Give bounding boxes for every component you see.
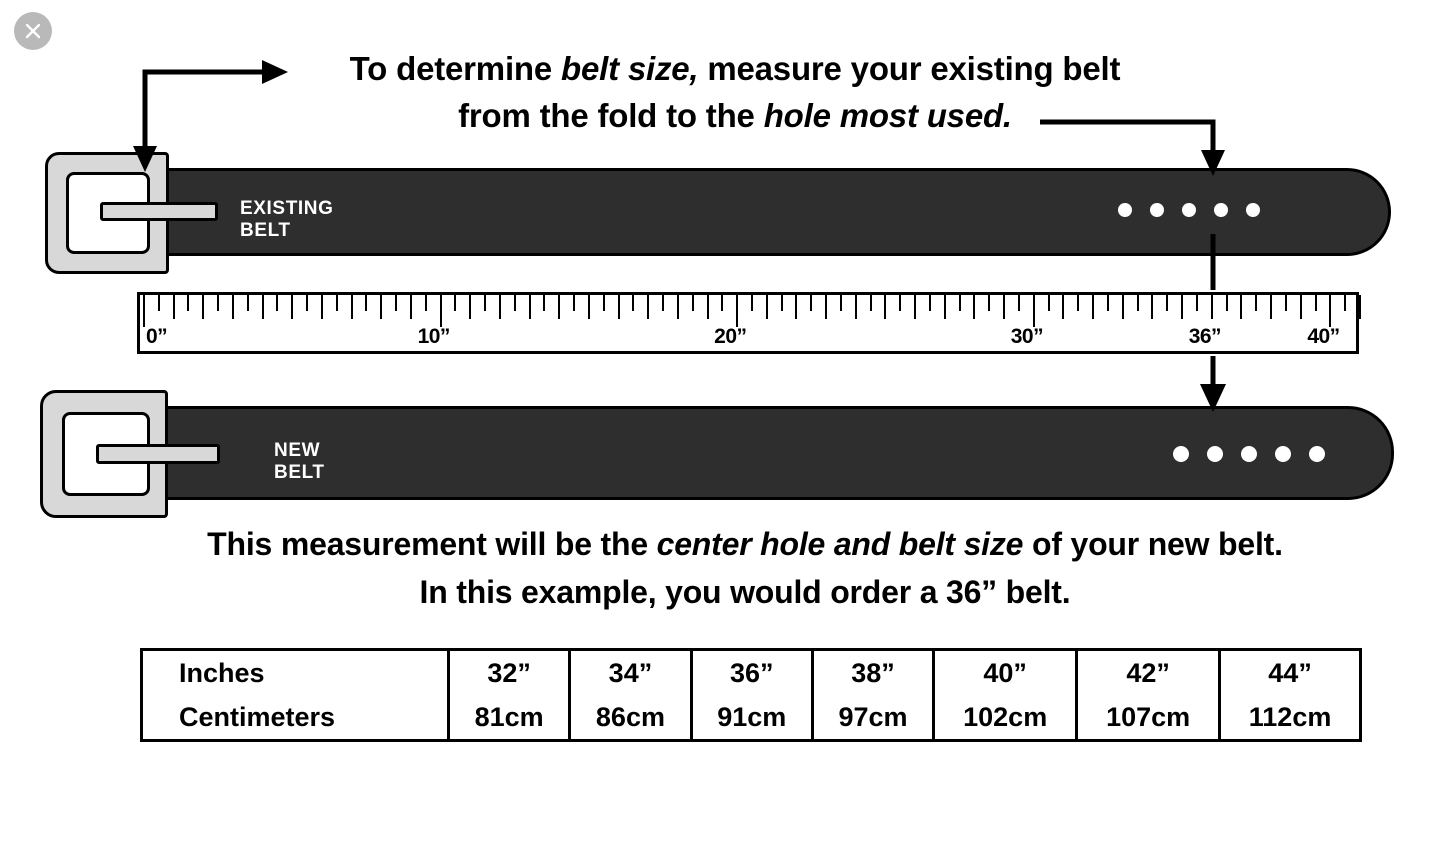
belt-hole	[1118, 203, 1132, 217]
belt-hole	[1309, 446, 1325, 462]
table-cell: 42”	[1077, 650, 1220, 696]
headline-text	[285, 46, 1185, 140]
ruler-tick	[1315, 295, 1317, 311]
ruler-tick	[202, 295, 204, 319]
ruler-tick	[825, 295, 827, 319]
ruler-tick	[1077, 295, 1079, 311]
ruler-tick	[944, 295, 946, 319]
ruler-tick	[899, 295, 901, 311]
ruler-tick	[484, 295, 486, 311]
ruler-tick	[1107, 295, 1109, 311]
ruler-tick	[217, 295, 219, 311]
ruler-label: 40”	[1307, 325, 1340, 348]
belt-hole	[1173, 446, 1189, 462]
ruler-tick	[677, 295, 679, 319]
arrow-to-fold	[145, 72, 283, 148]
table-cell: 91cm	[691, 695, 812, 741]
belt-hole	[1275, 446, 1291, 462]
bottom-line1: This measurement will be the center hole and belt size of your new belt.	[207, 526, 1283, 562]
ruler-tick	[647, 295, 649, 319]
ruler-tick	[1226, 295, 1228, 311]
ruler-tick	[425, 295, 427, 311]
ruler-tick	[1062, 295, 1064, 319]
ruler-tick	[766, 295, 768, 319]
ruler-tick	[603, 295, 605, 311]
ruler-tick	[1151, 295, 1153, 319]
ruler-tick	[692, 295, 694, 311]
ruler-tick	[618, 295, 620, 319]
ruler-tick	[1166, 295, 1168, 311]
ruler-tick	[721, 295, 723, 311]
table-cell: 40”	[934, 650, 1077, 696]
ruler-tick	[707, 295, 709, 319]
belt-hole	[1214, 203, 1228, 217]
ruler-tick	[929, 295, 931, 311]
ruler-tick	[973, 295, 975, 319]
buckle-tongue	[100, 202, 218, 221]
ruler-tick	[529, 295, 531, 319]
ruler-tick	[1270, 295, 1272, 319]
ruler-tick	[558, 295, 560, 319]
ruler-tick	[736, 295, 738, 327]
ruler-tick	[1285, 295, 1287, 311]
ruler-tick	[1003, 295, 1005, 319]
table-cell: 81cm	[449, 695, 570, 741]
ruler-tick	[143, 295, 145, 327]
ruler-tick	[1092, 295, 1094, 319]
ruler-tick	[795, 295, 797, 319]
table-cell: 38”	[812, 650, 933, 696]
bottom-text	[120, 520, 1370, 616]
ruler-tick	[410, 295, 412, 319]
ruler-tick	[1240, 295, 1242, 319]
ruler	[137, 292, 1359, 354]
ruler-tick	[588, 295, 590, 319]
ruler-tick	[440, 295, 442, 327]
table-cell: 102cm	[934, 695, 1077, 741]
ruler-tick	[247, 295, 249, 311]
ruler-tick	[1018, 295, 1020, 311]
ruler-label: 36”	[1188, 325, 1222, 348]
row-header-centimeters: Centimeters	[179, 701, 336, 732]
ruler-tick	[1137, 295, 1139, 311]
ruler-tick	[1255, 295, 1257, 311]
ruler-tick	[262, 295, 264, 319]
table-cell: 32”	[449, 650, 570, 696]
ruler-tick	[1359, 295, 1361, 319]
ruler-tick	[810, 295, 812, 311]
table-cell: 36”	[691, 650, 812, 696]
ruler-label: 30”	[1010, 325, 1044, 348]
new-belt-holes	[1173, 446, 1325, 462]
ruler-tick	[988, 295, 990, 311]
ruler-tick	[884, 295, 886, 319]
row-header-inches: Inches	[179, 657, 265, 688]
ruler-tick	[454, 295, 456, 311]
ruler-tick	[662, 295, 664, 311]
ruler-tick	[751, 295, 753, 311]
headline-line1: To determine belt size, measure your existing belt	[349, 50, 1121, 87]
ruler-tick	[395, 295, 397, 311]
ruler-tick	[573, 295, 575, 311]
ruler-tick	[499, 295, 501, 319]
ruler-tick	[959, 295, 961, 311]
close-button[interactable]	[14, 12, 52, 50]
belt-hole	[1246, 203, 1260, 217]
ruler-tick	[632, 295, 634, 311]
headline-line2: from the fold to the hole most used.	[458, 96, 1012, 134]
ruler-tick	[543, 295, 545, 311]
size-chart-table	[140, 648, 1362, 742]
ruler-tick	[1329, 295, 1331, 327]
ruler-tick	[336, 295, 338, 311]
table-cell: 112cm	[1220, 695, 1361, 741]
ruler-tick	[187, 295, 189, 311]
table-row	[142, 650, 1361, 696]
existing-belt-holes	[1118, 203, 1260, 217]
ruler-tick	[351, 295, 353, 319]
table-row	[142, 695, 1361, 741]
ruler-tick	[232, 295, 234, 319]
ruler-label: 0”	[146, 325, 168, 348]
ruler-tick	[380, 295, 382, 319]
table-cell: 107cm	[1077, 695, 1220, 741]
ruler-tick	[855, 295, 857, 319]
ruler-tick	[840, 295, 842, 311]
ruler-tick	[914, 295, 916, 319]
ruler-label: 20”	[714, 325, 747, 348]
ruler-tick	[291, 295, 293, 319]
existing-belt-label: EXISTING BELT	[240, 198, 334, 241]
ruler-tick	[1300, 295, 1302, 319]
ruler-tick	[276, 295, 278, 311]
belt-hole	[1182, 203, 1196, 217]
ruler-label: 10”	[417, 325, 450, 348]
ruler-tick	[870, 295, 872, 311]
ruler-tick	[321, 295, 323, 319]
ruler-tick	[514, 295, 516, 311]
ruler-tick	[469, 295, 471, 319]
ruler-tick	[365, 295, 367, 311]
ruler-tick	[173, 295, 175, 319]
belt-hole	[1150, 203, 1164, 217]
ruler-tick	[1181, 295, 1183, 319]
belt-hole	[1241, 446, 1257, 462]
buckle-tongue	[96, 444, 220, 464]
close-icon	[23, 21, 43, 41]
ruler-tick	[1048, 295, 1050, 311]
table-cell: 44”	[1220, 650, 1361, 696]
table-cell: 34”	[570, 650, 691, 696]
ruler-tick	[781, 295, 783, 311]
ruler-tick	[1196, 295, 1198, 311]
ruler-tick	[1211, 295, 1213, 319]
ruler-tick	[1033, 295, 1035, 327]
ruler-tick	[306, 295, 308, 311]
belt-hole	[1207, 446, 1223, 462]
ruler-tick	[158, 295, 160, 311]
table-cell: 86cm	[570, 695, 691, 741]
ruler-tick	[1122, 295, 1124, 319]
bottom-line2: In this example, you would order a 36” belt.	[419, 574, 1071, 610]
ruler-tick	[1344, 295, 1346, 311]
new-belt-label: NEW BELT	[274, 440, 325, 483]
table-cell: 97cm	[812, 695, 933, 741]
